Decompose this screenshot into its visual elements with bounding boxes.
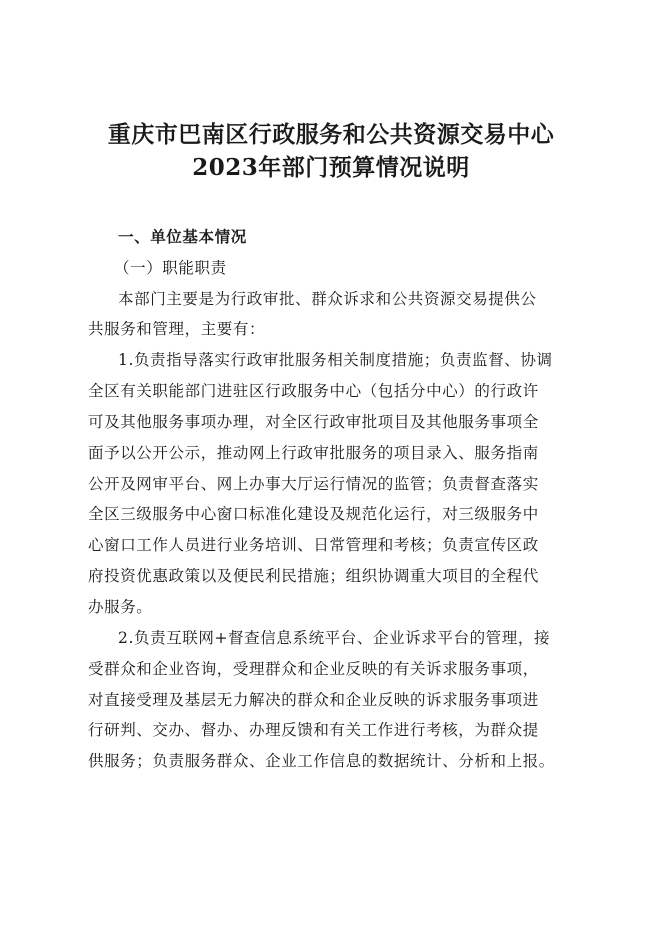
paragraph-line: 全区有关职能部门进驻区行政服务中心（包括分中心）的行政许 [88, 382, 539, 400]
document-title-line-2: 2023年部门预算情况说明 [192, 154, 470, 181]
paragraph-line: 共服务和管理，主要有： [88, 320, 266, 338]
paragraph-line: 心窗口工作人员进行业务培训、日常管理和考核；负责宣传区政 [88, 536, 539, 554]
subsection-heading-duties: （一）职能职责 [114, 259, 227, 277]
paragraph-line: 全区三级服务中心窗口标准化建设及规范化运行，对三级服务中 [88, 505, 539, 523]
paragraph-line: 可及其他服务事项办理，对全区行政审批项目及其他服务事项全 [88, 413, 539, 431]
paragraph-line: 1.负责指导落实行政审批服务相关制度措施；负责监督、协调 [118, 351, 553, 369]
paragraph-line: 对直接受理及基层无力解决的群众和企业反映的诉求服务事项进 [88, 691, 539, 709]
paragraph-line: 行研判、交办、督办、办理反馈和有关工作进行考核，为群众提 [88, 721, 539, 739]
paragraph-line: 府投资优惠政策以及便民利民措施；组织协调重大项目的全程代 [88, 567, 539, 585]
paragraph-line: 公开及网审平台、网上办事大厅运行情况的监管；负责督查落实 [88, 475, 539, 493]
section-heading-basic-info: 一、单位基本情况 [118, 228, 247, 246]
document-title-line-1: 重庆市巴南区行政服务和公共资源交易中心 [107, 121, 555, 148]
paragraph-line: 本部门主要是为行政审批、群众诉求和公共资源交易提供公 [118, 290, 537, 308]
paragraph-line: 面予以公开公示，推动网上行政审批服务的项目录入、服务指南 [88, 444, 539, 462]
paragraph-line: 受群众和企业咨询，受理群众和企业反映的有关诉求服务事项， [88, 660, 539, 678]
paragraph-line: 办服务。 [88, 598, 153, 616]
paragraph-line: 供服务；负责服务群众、企业工作信息的数据统计、分析和上报。 [88, 752, 555, 770]
paragraph-line: 2.负责互联网+督查信息系统平台、企业诉求平台的管理，接 [118, 629, 551, 647]
